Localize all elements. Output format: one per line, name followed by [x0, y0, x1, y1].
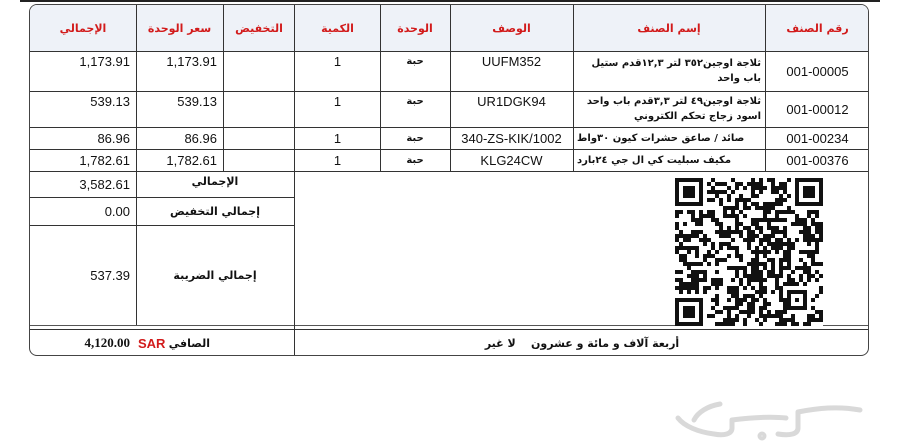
row-4-quantity: 1: [333, 152, 342, 168]
currency-label: SAR: [138, 335, 166, 351]
header-discount: التخفيض: [235, 21, 283, 35]
row-2-item-name: ثلاجة اوجين٤٩ لتر ٣,٣قدم باب واحد اسود زجاج تحكم الكتروني: [586, 96, 761, 122]
row-3-item-name: صائد / صاعق حشرات كيون ٣٠واط: [577, 132, 745, 144]
row-1-discount: [223, 51, 295, 71]
grid-line: [294, 5, 295, 356]
row-2-unit-price: 539.13: [177, 93, 217, 109]
row-4-discount: [223, 149, 295, 171]
row-1-quantity: 1: [333, 53, 342, 69]
row-3-unit: حبة: [406, 132, 424, 144]
amount-in-words: أربعة آلاف و مائة و عشرون لا غير: [484, 336, 680, 350]
row-4-unit-price: 1,782.61: [166, 152, 217, 168]
row-1-total: 1,173.91: [79, 53, 130, 69]
grid-line: [136, 5, 137, 325]
discount-total-value: 0.00: [104, 203, 130, 219]
row-4-item-no: 001-00376: [786, 152, 849, 168]
row-2-item-no: 001-00012: [786, 101, 849, 117]
row-1-item-no: 001-00005: [786, 63, 849, 79]
row-1-item-name: ثلاجة اوجين٣٥٢ لتر ١٢,٣قدم ستيل باب واحد: [591, 58, 761, 84]
qr-code-icon: [675, 178, 823, 326]
row-4-description: KLG24CW: [480, 152, 543, 168]
header-unit: الوحدة: [397, 21, 433, 35]
subtotal-label: الإجمالي: [191, 175, 239, 188]
header-description: الوصف: [492, 21, 531, 35]
row-1-unit-price: 1,173.91: [166, 53, 217, 69]
net-label: الصافي: [168, 336, 210, 350]
row-3-total: 86.96: [97, 130, 130, 146]
tax-total-value: 537.39: [90, 267, 130, 283]
row-3-description: 340-ZS-KIK/1002: [461, 130, 562, 146]
row-1-description: UUFM352: [481, 53, 542, 69]
subtotal-value: 3,582.61: [79, 176, 130, 192]
discount-total-label: إجمالي التخفيض: [169, 204, 261, 218]
header-quantity: الكمية: [321, 21, 354, 35]
header-item-name: إسم الصنف: [637, 21, 701, 35]
row-3-unit-price: 86.96: [184, 130, 217, 146]
row-3-item-no: 001-00234: [786, 130, 849, 146]
row-2-description: UR1DGK94: [477, 93, 546, 109]
row-3-quantity: 1: [333, 130, 342, 146]
row-4-total: 1,782.61: [79, 152, 130, 168]
row-4-unit: حبة: [406, 154, 424, 166]
grid-line: [30, 225, 294, 226]
row-2-total: 539.13: [90, 93, 130, 109]
row-2-unit: حبة: [406, 95, 424, 107]
grid-line: [30, 171, 869, 172]
row-4-item-name: مكيف سبليت كي ال جي ٢٤بارد: [577, 154, 732, 166]
grid-line: [30, 197, 294, 198]
net-value: 4,120.00: [84, 335, 130, 350]
row-1-unit: حبة: [406, 55, 424, 67]
top-frame-line: [20, 0, 880, 2]
grid-line: [450, 5, 451, 171]
header-item-no: رقم الصنف: [786, 21, 849, 35]
grid-line: [223, 5, 224, 171]
header-unit-price: سعر الوحدة: [147, 21, 212, 35]
header-total: الإجمالي: [59, 21, 107, 35]
tax-total-label: إجمالي الضريبة: [173, 268, 257, 282]
haraj-watermark-logo: [668, 398, 868, 442]
row-2-discount: [223, 91, 295, 111]
grid-line: [765, 5, 766, 171]
grid-line: [380, 5, 381, 171]
grid-line: [573, 5, 574, 171]
row-2-quantity: 1: [333, 93, 342, 109]
row-3-discount: [223, 127, 295, 149]
grid-line: [30, 329, 869, 330]
